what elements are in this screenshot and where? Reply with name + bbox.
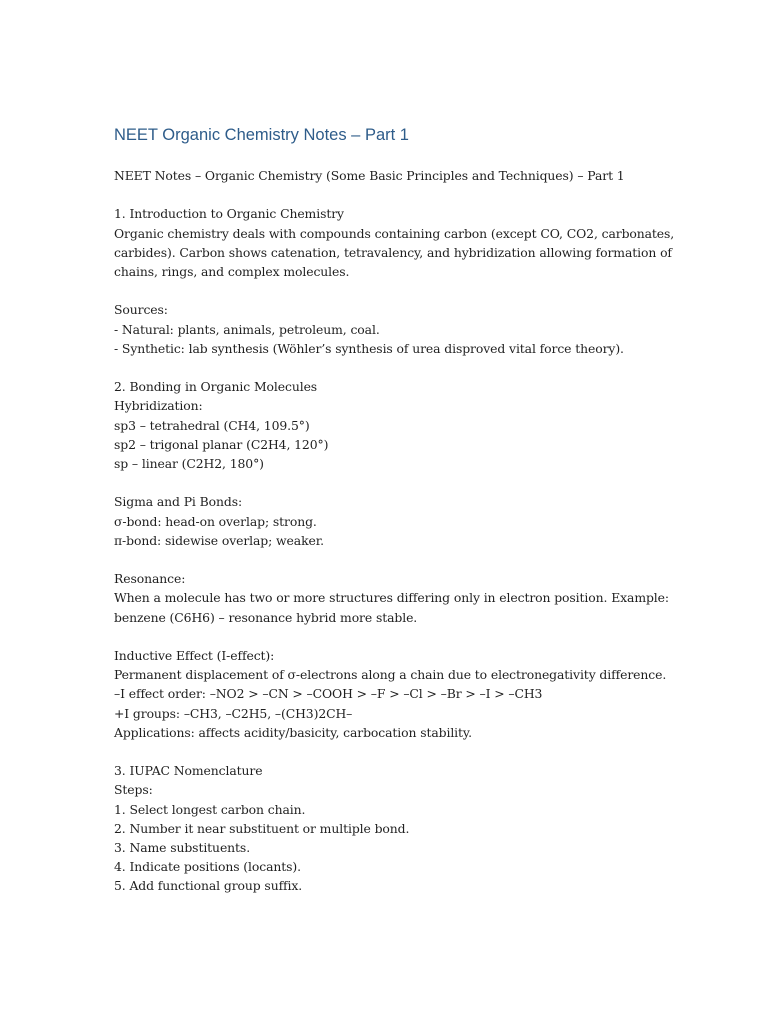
body-line: carbides). Carbon shows catenation, tetravalency, and hybridization allowing formation of bbox=[114, 244, 672, 260]
paragraph-gap bbox=[114, 281, 688, 300]
body-line: –I effect order: –NO2 > –CN > –COOH > –F > –Cl > –Br > –I > –CH3 bbox=[114, 686, 543, 702]
subheading: Steps: bbox=[114, 782, 153, 798]
section-heading: 2. Bonding in Organic Molecules bbox=[114, 379, 318, 395]
paragraph-gap bbox=[114, 742, 688, 761]
document-title: NEET Organic Chemistry Notes – Part 1 bbox=[114, 126, 409, 144]
list-item: 2. Number it near substituent or multiple bond. bbox=[114, 820, 410, 836]
section-heading: 1. Introduction to Organic Chemistry bbox=[114, 206, 344, 222]
list-item: 5. Add functional group suffix. bbox=[114, 878, 303, 894]
body-line: Permanent displacement of σ-electrons along a chain due to electronegativity difference. bbox=[114, 667, 667, 683]
body-line: chains, rings, and complex molecules. bbox=[114, 264, 350, 279]
document-body bbox=[114, 166, 688, 896]
paragraph-gap bbox=[114, 358, 688, 377]
body-line: When a molecule has two or more structures differing only in electron position. Example: bbox=[114, 590, 669, 606]
body-line: - Natural: plants, animals, petroleum, coal. bbox=[114, 321, 380, 337]
subheading: Inductive Effect (I-effect): bbox=[114, 647, 275, 663]
body-line: +I groups: –CH3, –C2H5, –(CH3)2CH– bbox=[114, 705, 353, 721]
paragraph-gap bbox=[114, 550, 688, 569]
subheading: Resonance: bbox=[114, 571, 186, 587]
paragraph-gap bbox=[114, 627, 688, 646]
body-line: benzene (C6H6) – resonance hybrid more stable. bbox=[114, 609, 418, 625]
paragraph-gap bbox=[114, 473, 688, 492]
list-item: 1. Select longest carbon chain. bbox=[114, 801, 306, 817]
body-line: sp – linear (C2H2, 180°) bbox=[114, 456, 264, 471]
subheading: Hybridization: bbox=[114, 398, 203, 414]
body-line: sp3 – tetrahedral (CH4, 109.5°) bbox=[114, 417, 310, 433]
body-line: sp2 – trigonal planar (C2H4, 120°) bbox=[114, 436, 329, 452]
body-line: σ-bond: head-on overlap; strong. bbox=[114, 513, 317, 529]
body-line: Organic chemistry deals with compounds containing carbon (except CO, CO2, carbonates, bbox=[114, 225, 675, 241]
subtitle-line: NEET Notes – Organic Chemistry (Some Basic Principles and Techniques) – Part 1 bbox=[114, 168, 625, 183]
subheading: Sigma and Pi Bonds: bbox=[114, 494, 243, 510]
list-item: 4. Indicate positions (locants). bbox=[114, 859, 301, 875]
body-line: - Synthetic: lab synthesis (Wöhler’s synthesis of urea disproved vital force theory). bbox=[114, 340, 624, 356]
subheading: Sources: bbox=[114, 302, 168, 318]
body-line: Applications: affects acidity/basicity, carbocation stability. bbox=[114, 724, 473, 740]
paragraph-gap bbox=[114, 185, 688, 204]
section-heading: 3. IUPAC Nomenclature bbox=[114, 763, 263, 779]
body-line: π-bond: sidewise overlap; weaker. bbox=[114, 532, 325, 548]
list-item: 3. Name substituents. bbox=[114, 840, 251, 855]
